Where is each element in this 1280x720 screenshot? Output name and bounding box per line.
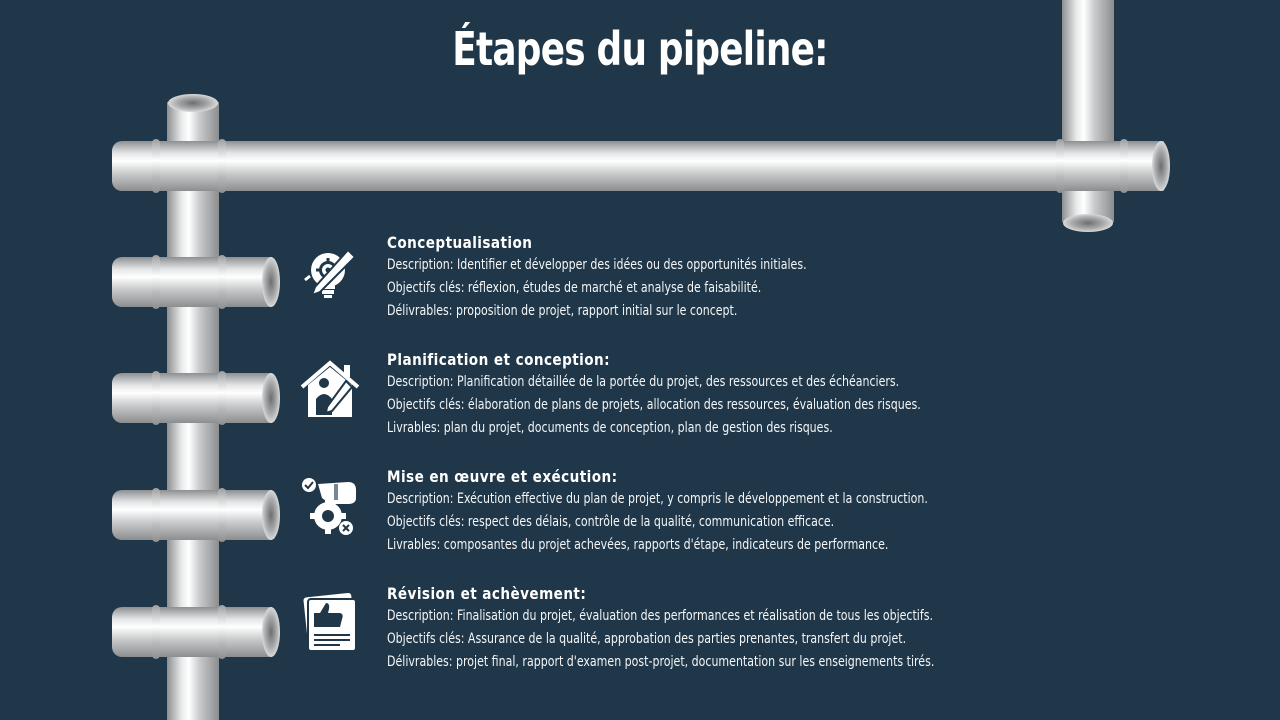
pipe-joint (152, 255, 160, 309)
step-description: Description: Finalisation du projet, évaluation des performances et réalisation de tous les objectifs. (387, 608, 933, 624)
step-title: Planification et conception: (387, 350, 610, 369)
pipe-arm-cap (262, 257, 280, 307)
step-title: Conceptualisation (387, 233, 533, 252)
pipe-left-top-cap (168, 94, 218, 112)
step-objectives: Objectifs clés: élaboration de plans de projets, allocation des ressources, évaluation des risques. (387, 397, 921, 413)
pipe-joint (152, 139, 160, 193)
pipe-top-right-cap (1152, 141, 1170, 191)
step-description: Description: Identifier et développer des idées ou des opportunités initiales. (387, 257, 807, 273)
step-text (387, 349, 1007, 440)
step-title: Mise en œuvre et exécution: (387, 467, 618, 486)
pipe-joint (152, 488, 160, 542)
pipe-top-horizontal (112, 141, 1164, 191)
pipe-joint (218, 371, 226, 425)
house-planning-pencil-icon (300, 359, 360, 419)
step-text (387, 583, 1007, 674)
pipe-joint (218, 605, 226, 659)
step-deliverables: Délivrables: proposition de projet, rapport initial sur le concept. (387, 303, 738, 319)
pipe-arm (112, 490, 272, 540)
step-deliverables: Délivrables: projet final, rapport d'examen post-projet, documentation sur les enseignements tirés. (387, 654, 935, 670)
step-description: Description: Exécution effective du plan de projet, y compris le développement et la construction. (387, 491, 928, 507)
pipe-arm-cap (262, 373, 280, 423)
pipe-joint (152, 371, 160, 425)
pipe-joint (1056, 139, 1064, 193)
step-title: Révision et achèvement: (387, 584, 587, 603)
step-description: Description: Planification détaillée de la portée du projet, des ressources et des échéanciers. (387, 374, 900, 390)
pipe-arm-cap (262, 490, 280, 540)
pipe-joint (152, 605, 160, 659)
step-objectives: Objectifs clés: respect des délais, contrôle de la qualité, communication efficace. (387, 514, 835, 530)
pipe-arm-cap (262, 607, 280, 657)
slide-title: Étapes du pipeline: (452, 22, 828, 76)
thumbs-up-document-icon (300, 593, 360, 653)
pipe-joint (218, 139, 226, 193)
pipe-arm (112, 257, 272, 307)
pipe-joint (218, 488, 226, 542)
step-objectives: Objectifs clés: Assurance de la qualité, approbation des parties prenantes, transfert du projet. (387, 631, 907, 647)
step-deliverables: Livrables: composantes du projet achevées, rapports d'étape, indicateurs de performance. (387, 537, 889, 553)
lightbulb-gear-pencil-icon (300, 242, 360, 302)
pipe-joint (1120, 139, 1128, 193)
pipe-right-bottom-cap (1063, 214, 1113, 232)
step-objectives: Objectifs clés: réflexion, études de marché et analyse de faisabilité. (387, 280, 762, 296)
hand-gear-checklist-icon (300, 476, 360, 536)
step-deliverables: Livrables: plan du projet, documents de conception, plan de gestion des risques. (387, 420, 833, 436)
pipe-joint (218, 255, 226, 309)
pipe-arm (112, 373, 272, 423)
step-text (387, 232, 1007, 323)
pipe-arm (112, 607, 272, 657)
step-text (387, 466, 1007, 557)
